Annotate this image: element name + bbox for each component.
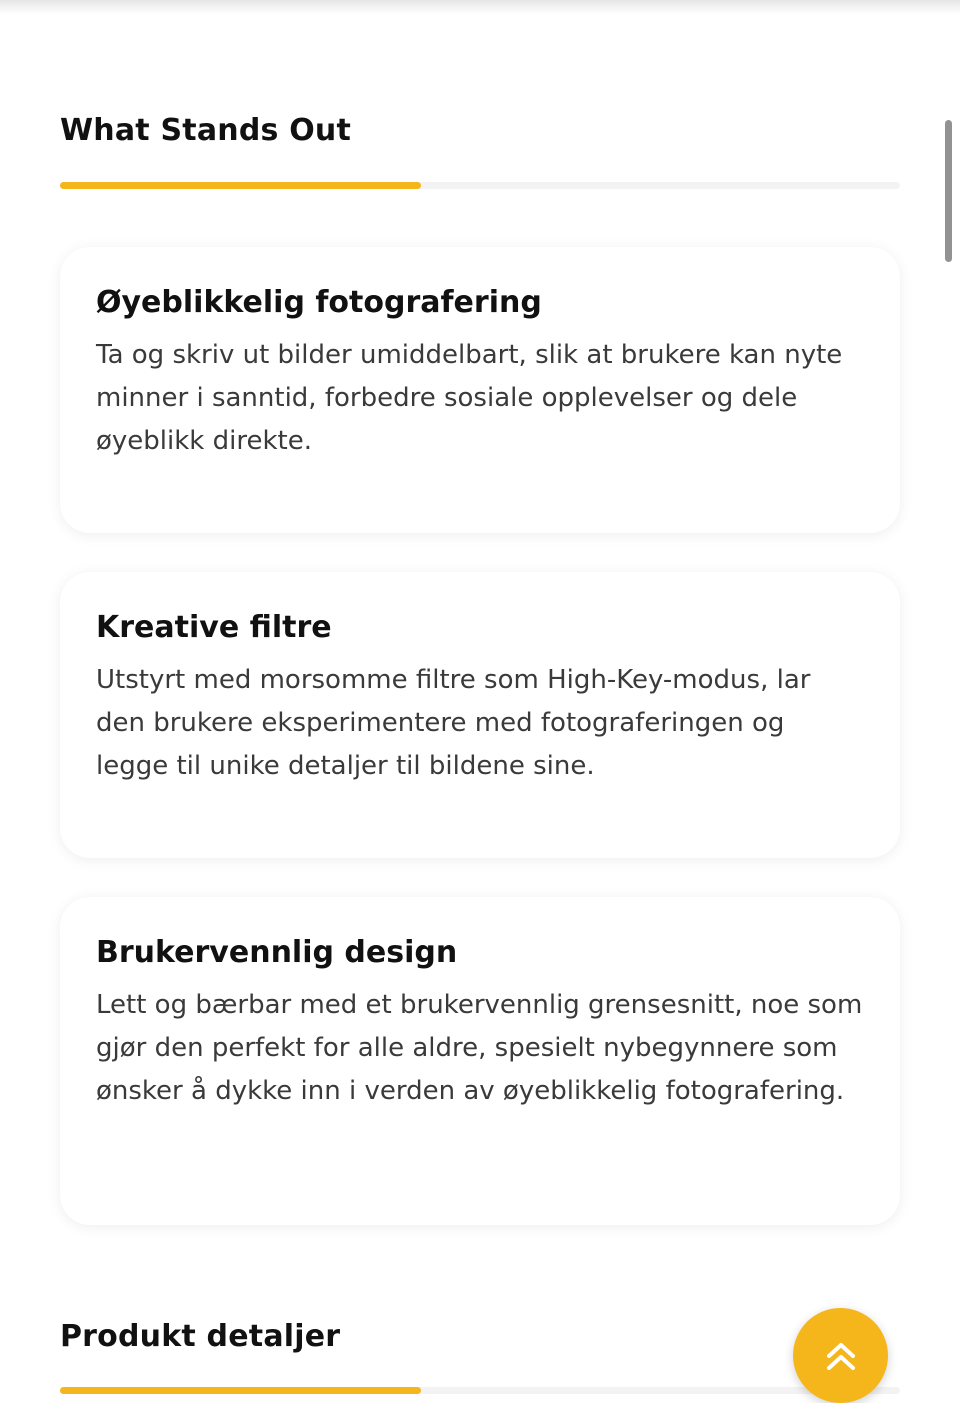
feature-card-text: Utstyrt med morsomme filtre som High-Key-modus, lar den brukere eksperimentere med fotograferingen og legge til unike detaljer til bildene sine. (96, 665, 811, 781)
scroll-to-top-button[interactable] (793, 1308, 888, 1403)
section-tab-track (60, 182, 900, 189)
feature-card-creative-filters (60, 572, 900, 858)
feature-card-instant-photography (60, 247, 900, 533)
header-shadow (0, 0, 960, 14)
double-chevron-up-icon (824, 1339, 858, 1373)
feature-card-user-friendly-design (60, 897, 900, 1225)
feature-card-text: Lett og bærbar med et brukervennlig grensesnitt, noe som gjør den perfekt for alle aldre, spesielt nybegynnere som ønsker å dykke inn i verden av øyeblikkelig fotografering. (96, 990, 863, 1106)
section-tab-indicator (60, 182, 421, 189)
section-title-product-details: Produkt detaljer (60, 1319, 341, 1354)
feature-card-title: Brukervennlig design (96, 935, 458, 970)
section-tab-indicator (60, 1387, 421, 1394)
section-tab-track (60, 1387, 900, 1394)
section-title-what-stands-out: What Stands Out (60, 113, 352, 148)
feature-card-title: Øyeblikkelig fotografering (96, 285, 542, 320)
scrollbar-thumb[interactable] (945, 120, 952, 262)
feature-card-text: Ta og skriv ut bilder umiddelbart, slik at brukere kan nyte minner i sanntid, forbedre sosiale opplevelser og dele øyeblikk direkte. (96, 340, 843, 456)
feature-card-title: Kreative filtre (96, 610, 332, 645)
